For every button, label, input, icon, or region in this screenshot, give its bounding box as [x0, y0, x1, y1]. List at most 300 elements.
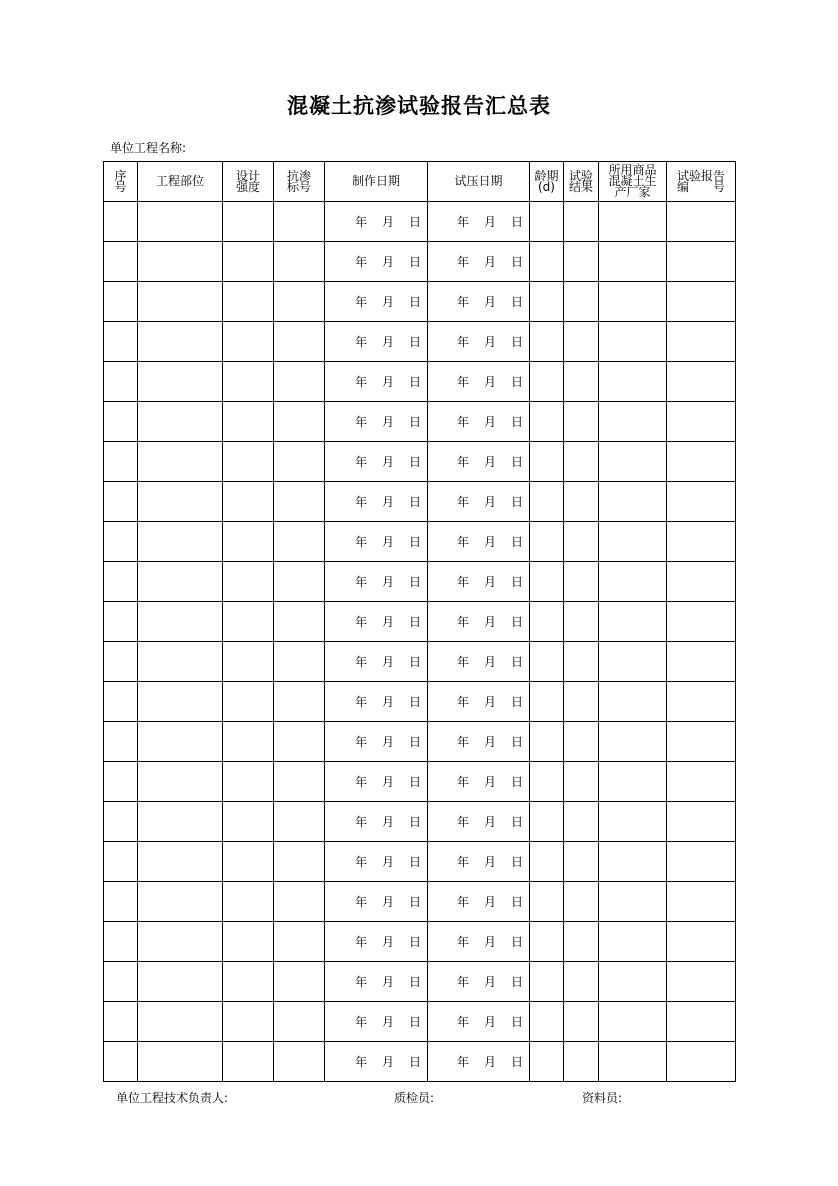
date-day-label: 日	[510, 295, 523, 309]
cell-test-date[interactable]	[428, 482, 530, 522]
cell-seq[interactable]	[104, 882, 138, 922]
date-month-label: 月	[381, 215, 394, 229]
date-month-label: 月	[381, 815, 394, 829]
cell-part[interactable]	[138, 362, 223, 402]
date-year-label: 年	[354, 255, 367, 269]
header-test-date: 试压日期	[428, 162, 530, 202]
cell-age[interactable]	[530, 722, 564, 762]
cell-age[interactable]	[530, 1042, 564, 1082]
date-day-label: 日	[510, 255, 523, 269]
cell-make-date[interactable]	[325, 682, 428, 722]
cell-report-no[interactable]	[667, 1042, 736, 1082]
cell-part[interactable]	[138, 682, 223, 722]
date-year-label: 年	[456, 655, 469, 669]
cell-test-date[interactable]	[428, 322, 530, 362]
cell-age[interactable]	[530, 762, 564, 802]
cell-seq[interactable]	[104, 482, 138, 522]
cell-result[interactable]	[564, 962, 599, 1002]
cell-part[interactable]	[138, 282, 223, 322]
cell-impermeability-grade[interactable]	[274, 722, 325, 762]
date-year-label: 年	[456, 935, 469, 949]
cell-test-date[interactable]	[428, 602, 530, 642]
cell-part[interactable]	[138, 602, 223, 642]
cell-test-date[interactable]	[428, 1042, 530, 1082]
cell-test-date[interactable]	[428, 282, 530, 322]
cell-test-date[interactable]	[428, 242, 530, 282]
cell-test-date[interactable]	[428, 202, 530, 242]
cell-impermeability-grade[interactable]	[274, 402, 325, 442]
cell-make-date[interactable]	[325, 762, 428, 802]
cell-manufacturer[interactable]	[599, 282, 667, 322]
cell-report-no[interactable]	[667, 442, 736, 482]
cell-result[interactable]	[564, 842, 599, 882]
date-year-label: 年	[354, 775, 367, 789]
table-row	[104, 242, 736, 282]
cell-result[interactable]	[564, 402, 599, 442]
cell-part[interactable]	[138, 962, 223, 1002]
cell-part[interactable]	[138, 1002, 223, 1042]
cell-impermeability-grade[interactable]	[274, 762, 325, 802]
date-month-label: 月	[381, 335, 394, 349]
cell-manufacturer[interactable]	[599, 842, 667, 882]
date-year-label: 年	[456, 495, 469, 509]
cell-part[interactable]	[138, 802, 223, 842]
cell-test-date[interactable]	[428, 882, 530, 922]
cell-seq[interactable]	[104, 522, 138, 562]
date-month-label: 月	[381, 415, 394, 429]
cell-test-date[interactable]	[428, 362, 530, 402]
date-year-label: 年	[456, 1015, 469, 1029]
date-day-label: 日	[408, 1015, 421, 1029]
cell-report-no[interactable]	[667, 402, 736, 442]
cell-manufacturer[interactable]	[599, 522, 667, 562]
cell-design-strength[interactable]	[223, 802, 274, 842]
cell-impermeability-grade[interactable]	[274, 602, 325, 642]
cell-make-date[interactable]	[325, 922, 428, 962]
cell-design-strength[interactable]	[223, 202, 274, 242]
date-month-label: 月	[381, 495, 394, 509]
cell-test-date[interactable]	[428, 762, 530, 802]
cell-design-strength[interactable]	[223, 922, 274, 962]
cell-impermeability-grade[interactable]	[274, 882, 325, 922]
cell-make-date[interactable]	[325, 962, 428, 1002]
cell-design-strength[interactable]	[223, 962, 274, 1002]
cell-part[interactable]	[138, 482, 223, 522]
cell-design-strength[interactable]	[223, 1042, 274, 1082]
table-row	[104, 842, 736, 882]
cell-impermeability-grade[interactable]	[274, 242, 325, 282]
cell-manufacturer[interactable]	[599, 442, 667, 482]
cell-age[interactable]	[530, 842, 564, 882]
cell-test-date[interactable]	[428, 842, 530, 882]
cell-age[interactable]	[530, 1002, 564, 1042]
cell-part[interactable]	[138, 842, 223, 882]
cell-age[interactable]	[530, 402, 564, 442]
date-month-label: 月	[483, 775, 496, 789]
cell-manufacturer[interactable]	[599, 882, 667, 922]
date-year-label: 年	[354, 655, 367, 669]
cell-seq[interactable]	[104, 402, 138, 442]
cell-test-date[interactable]	[428, 722, 530, 762]
cell-make-date[interactable]	[325, 402, 428, 442]
cell-manufacturer[interactable]	[599, 962, 667, 1002]
date-day-label: 日	[510, 935, 523, 949]
cell-manufacturer[interactable]	[599, 322, 667, 362]
cell-impermeability-grade[interactable]	[274, 442, 325, 482]
cell-design-strength[interactable]	[223, 282, 274, 322]
cell-result[interactable]	[564, 882, 599, 922]
cell-design-strength[interactable]	[223, 442, 274, 482]
date-month-label: 月	[483, 935, 496, 949]
cell-impermeability-grade[interactable]	[274, 482, 325, 522]
date-year-label: 年	[354, 815, 367, 829]
cell-report-no[interactable]	[667, 562, 736, 602]
cell-manufacturer[interactable]	[599, 922, 667, 962]
date-day-label: 日	[510, 495, 523, 509]
date-day-label: 日	[510, 215, 523, 229]
cell-age[interactable]	[530, 882, 564, 922]
header-seq: 序 号	[104, 162, 138, 202]
cell-impermeability-grade[interactable]	[274, 1002, 325, 1042]
table-row	[104, 1002, 736, 1042]
cell-report-no[interactable]	[667, 602, 736, 642]
cell-design-strength[interactable]	[223, 642, 274, 682]
table-row	[104, 722, 736, 762]
cell-report-no[interactable]	[667, 522, 736, 562]
cell-impermeability-grade[interactable]	[274, 322, 325, 362]
table-row	[104, 922, 736, 962]
cell-test-date[interactable]	[428, 442, 530, 482]
cell-part[interactable]	[138, 322, 223, 362]
cell-impermeability-grade[interactable]	[274, 962, 325, 1002]
cell-part[interactable]	[138, 922, 223, 962]
cell-part[interactable]	[138, 242, 223, 282]
header-result: 试验 结果	[564, 162, 599, 202]
cell-manufacturer[interactable]	[599, 242, 667, 282]
cell-seq[interactable]	[104, 842, 138, 882]
cell-result[interactable]	[564, 922, 599, 962]
date-year-label: 年	[456, 415, 469, 429]
cell-test-date[interactable]	[428, 562, 530, 602]
cell-make-date[interactable]	[325, 842, 428, 882]
cell-manufacturer[interactable]	[599, 602, 667, 642]
cell-test-date[interactable]	[428, 522, 530, 562]
table-row	[104, 282, 736, 322]
date-day-label: 日	[510, 815, 523, 829]
table-row	[104, 882, 736, 922]
date-day-label: 日	[510, 655, 523, 669]
cell-design-strength[interactable]	[223, 602, 274, 642]
cell-make-date[interactable]	[325, 602, 428, 642]
cell-design-strength[interactable]	[223, 842, 274, 882]
cell-report-no[interactable]	[667, 242, 736, 282]
date-year-label: 年	[354, 615, 367, 629]
cell-impermeability-grade[interactable]	[274, 362, 325, 402]
cell-manufacturer[interactable]	[599, 402, 667, 442]
table-row	[104, 402, 736, 442]
cell-manufacturer[interactable]	[599, 202, 667, 242]
cell-report-no[interactable]	[667, 282, 736, 322]
cell-report-no[interactable]	[667, 922, 736, 962]
cell-manufacturer[interactable]	[599, 562, 667, 602]
cell-report-no[interactable]	[667, 842, 736, 882]
cell-result[interactable]	[564, 322, 599, 362]
cell-report-no[interactable]	[667, 722, 736, 762]
cell-make-date[interactable]	[325, 642, 428, 682]
date-day-label: 日	[408, 815, 421, 829]
cell-seq[interactable]	[104, 282, 138, 322]
cell-test-date[interactable]	[428, 962, 530, 1002]
cell-impermeability-grade[interactable]	[274, 802, 325, 842]
cell-part[interactable]	[138, 402, 223, 442]
cell-result[interactable]	[564, 442, 599, 482]
cell-seq[interactable]	[104, 802, 138, 842]
cell-result[interactable]	[564, 682, 599, 722]
cell-report-no[interactable]	[667, 202, 736, 242]
cell-result[interactable]	[564, 362, 599, 402]
cell-seq[interactable]	[104, 762, 138, 802]
cell-manufacturer[interactable]	[599, 1042, 667, 1082]
date-month-label: 月	[483, 855, 496, 869]
cell-part[interactable]	[138, 642, 223, 682]
cell-impermeability-grade[interactable]	[274, 282, 325, 322]
date-day-label: 日	[408, 215, 421, 229]
cell-manufacturer[interactable]	[599, 762, 667, 802]
cell-test-date[interactable]	[428, 642, 530, 682]
cell-seq[interactable]	[104, 602, 138, 642]
cell-make-date[interactable]	[325, 522, 428, 562]
date-year-label: 年	[456, 335, 469, 349]
cell-age[interactable]	[530, 522, 564, 562]
cell-design-strength[interactable]	[223, 682, 274, 722]
cell-manufacturer[interactable]	[599, 682, 667, 722]
date-month-label: 月	[381, 575, 394, 589]
cell-design-strength[interactable]	[223, 522, 274, 562]
cell-part[interactable]	[138, 202, 223, 242]
cell-result[interactable]	[564, 1002, 599, 1042]
date-month-label: 月	[483, 615, 496, 629]
cell-part[interactable]	[138, 442, 223, 482]
date-month-label: 月	[483, 535, 496, 549]
cell-result[interactable]	[564, 482, 599, 522]
cell-result[interactable]	[564, 642, 599, 682]
date-year-label: 年	[354, 295, 367, 309]
table-row	[104, 962, 736, 1002]
cell-part[interactable]	[138, 522, 223, 562]
date-month-label: 月	[381, 1015, 394, 1029]
cell-manufacturer[interactable]	[599, 362, 667, 402]
cell-seq[interactable]	[104, 642, 138, 682]
cell-result[interactable]	[564, 562, 599, 602]
cell-make-date[interactable]	[325, 442, 428, 482]
table-row	[104, 602, 736, 642]
date-year-label: 年	[456, 975, 469, 989]
date-day-label: 日	[408, 735, 421, 749]
table-header-row	[104, 162, 736, 202]
cell-part[interactable]	[138, 562, 223, 602]
date-day-label: 日	[510, 975, 523, 989]
cell-design-strength[interactable]	[223, 882, 274, 922]
date-year-label: 年	[456, 255, 469, 269]
cell-age[interactable]	[530, 642, 564, 682]
cell-age[interactable]	[530, 482, 564, 522]
cell-test-date[interactable]	[428, 802, 530, 842]
tech-lead-label: 单位工程技术负责人:	[116, 1091, 229, 1105]
date-year-label: 年	[456, 1055, 469, 1069]
cell-impermeability-grade[interactable]	[274, 922, 325, 962]
cell-result[interactable]	[564, 522, 599, 562]
cell-make-date[interactable]	[325, 322, 428, 362]
cell-seq[interactable]	[104, 722, 138, 762]
date-month-label: 月	[381, 695, 394, 709]
date-month-label: 月	[381, 255, 394, 269]
cell-age[interactable]	[530, 962, 564, 1002]
cell-result[interactable]	[564, 1042, 599, 1082]
cell-make-date[interactable]	[325, 1042, 428, 1082]
cell-make-date[interactable]	[325, 802, 428, 842]
date-day-label: 日	[408, 975, 421, 989]
cell-make-date[interactable]	[325, 362, 428, 402]
cell-design-strength[interactable]	[223, 722, 274, 762]
table-row	[104, 762, 736, 802]
cell-manufacturer[interactable]	[599, 482, 667, 522]
cell-impermeability-grade[interactable]	[274, 682, 325, 722]
inspector-label: 质检员:	[394, 1091, 435, 1105]
cell-report-no[interactable]	[667, 802, 736, 842]
cell-manufacturer[interactable]	[599, 642, 667, 682]
cell-make-date[interactable]	[325, 242, 428, 282]
cell-seq[interactable]	[104, 682, 138, 722]
cell-result[interactable]	[564, 802, 599, 842]
cell-test-date[interactable]	[428, 402, 530, 442]
cell-make-date[interactable]	[325, 562, 428, 602]
cell-make-date[interactable]	[325, 282, 428, 322]
cell-age[interactable]	[530, 682, 564, 722]
table-row	[104, 562, 736, 602]
cell-design-strength[interactable]	[223, 1002, 274, 1042]
header-impermeability-grade: 抗渗 标号	[274, 162, 325, 202]
cell-seq[interactable]	[104, 202, 138, 242]
cell-report-no[interactable]	[667, 882, 736, 922]
cell-manufacturer[interactable]	[599, 722, 667, 762]
cell-make-date[interactable]	[325, 202, 428, 242]
cell-impermeability-grade[interactable]	[274, 522, 325, 562]
cell-design-strength[interactable]	[223, 242, 274, 282]
date-month-label: 月	[381, 935, 394, 949]
cell-manufacturer[interactable]	[599, 1002, 667, 1042]
cell-age[interactable]	[530, 802, 564, 842]
cell-seq[interactable]	[104, 442, 138, 482]
cell-impermeability-grade[interactable]	[274, 562, 325, 602]
date-month-label: 月	[381, 975, 394, 989]
cell-impermeability-grade[interactable]	[274, 642, 325, 682]
cell-test-date[interactable]	[428, 1002, 530, 1042]
cell-age[interactable]	[530, 202, 564, 242]
cell-age[interactable]	[530, 362, 564, 402]
cell-age[interactable]	[530, 242, 564, 282]
cell-report-no[interactable]	[667, 322, 736, 362]
cell-make-date[interactable]	[325, 1002, 428, 1042]
cell-seq[interactable]	[104, 1042, 138, 1082]
cell-age[interactable]	[530, 562, 564, 602]
cell-design-strength[interactable]	[223, 482, 274, 522]
cell-seq[interactable]	[104, 322, 138, 362]
date-month-label: 月	[483, 415, 496, 429]
cell-age[interactable]	[530, 322, 564, 362]
cell-part[interactable]	[138, 882, 223, 922]
date-year-label: 年	[354, 895, 367, 909]
cell-age[interactable]	[530, 282, 564, 322]
cell-seq[interactable]	[104, 362, 138, 402]
cell-result[interactable]	[564, 602, 599, 642]
cell-impermeability-grade[interactable]	[274, 202, 325, 242]
table-row	[104, 682, 736, 722]
date-day-label: 日	[510, 575, 523, 589]
date-year-label: 年	[354, 215, 367, 229]
cell-impermeability-grade[interactable]	[274, 842, 325, 882]
cell-age[interactable]	[530, 922, 564, 962]
cell-seq[interactable]	[104, 562, 138, 602]
cell-report-no[interactable]	[667, 642, 736, 682]
cell-part[interactable]	[138, 762, 223, 802]
cell-report-no[interactable]	[667, 1002, 736, 1042]
table-row	[104, 442, 736, 482]
cell-result[interactable]	[564, 722, 599, 762]
date-month-label: 月	[483, 1015, 496, 1029]
date-day-label: 日	[510, 855, 523, 869]
cell-design-strength[interactable]	[223, 562, 274, 602]
date-month-label: 月	[483, 495, 496, 509]
cell-report-no[interactable]	[667, 682, 736, 722]
cell-make-date[interactable]	[325, 882, 428, 922]
cell-result[interactable]	[564, 242, 599, 282]
table-row	[104, 362, 736, 402]
date-month-label: 月	[483, 375, 496, 389]
date-day-label: 日	[408, 775, 421, 789]
cell-age[interactable]	[530, 442, 564, 482]
cell-seq[interactable]	[104, 1002, 138, 1042]
cell-seq[interactable]	[104, 962, 138, 1002]
cell-impermeability-grade[interactable]	[274, 1042, 325, 1082]
cell-report-no[interactable]	[667, 962, 736, 1002]
cell-manufacturer[interactable]	[599, 802, 667, 842]
cell-result[interactable]	[564, 762, 599, 802]
cell-make-date[interactable]	[325, 482, 428, 522]
cell-test-date[interactable]	[428, 682, 530, 722]
cell-seq[interactable]	[104, 922, 138, 962]
summary-table	[103, 161, 736, 1082]
cell-seq[interactable]	[104, 242, 138, 282]
cell-report-no[interactable]	[667, 762, 736, 802]
cell-result[interactable]	[564, 202, 599, 242]
cell-design-strength[interactable]	[223, 362, 274, 402]
cell-result[interactable]	[564, 282, 599, 322]
cell-age[interactable]	[530, 602, 564, 642]
cell-make-date[interactable]	[325, 722, 428, 762]
date-year-label: 年	[354, 1015, 367, 1029]
header-report-no: 试验报告 编 号	[667, 162, 736, 202]
cell-design-strength[interactable]	[223, 762, 274, 802]
cell-part[interactable]	[138, 1042, 223, 1082]
cell-design-strength[interactable]	[223, 322, 274, 362]
cell-report-no[interactable]	[667, 362, 736, 402]
cell-part[interactable]	[138, 722, 223, 762]
date-month-label: 月	[483, 295, 496, 309]
date-year-label: 年	[456, 575, 469, 589]
cell-test-date[interactable]	[428, 922, 530, 962]
cell-design-strength[interactable]	[223, 402, 274, 442]
cell-report-no[interactable]	[667, 482, 736, 522]
